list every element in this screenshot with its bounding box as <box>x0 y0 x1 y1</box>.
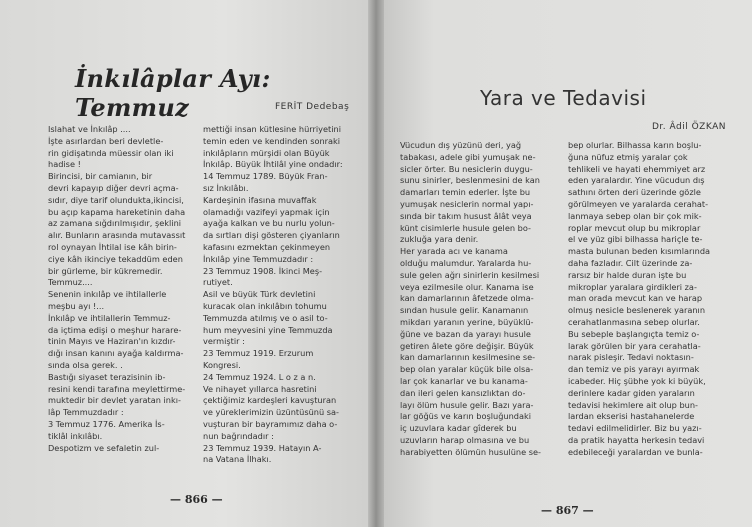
text-line: mikroplar yaralara girdikleri za- <box>568 281 697 292</box>
text-line: edebileceği yaralardan ve bunla- <box>568 446 703 457</box>
text-line: Islahat ve İnkılâp .... <box>48 124 131 134</box>
text-line: Temmuzda atılmış ve o asil to- <box>203 312 328 323</box>
text-line: narak pisleşir. Tedavi noktasın- <box>568 352 694 363</box>
text-line: lanmaya sebep olan bir çok mik- <box>568 210 702 221</box>
text-line: cerahatlanmasına sebep olurlar. <box>568 316 700 327</box>
right-page <box>378 0 752 527</box>
text-line: vuşturan bir bayramımız daha o- <box>203 418 338 429</box>
text-line: Despotizm ve sefaletin zul- <box>48 442 160 453</box>
text-line: mikdarı yaranın yerine, büyüklü- <box>400 316 534 327</box>
text-line: sıdır, diye tarif olundukta,ikincisi, <box>48 194 184 205</box>
text-line: layı ölüm husule gelir. Bazı yara- <box>400 399 534 410</box>
text-line: İnkılâp yine Temmuzdadır : <box>203 253 314 264</box>
text-line: sından husule gelir. Kanamanın <box>400 305 529 316</box>
text-line: Birincisi, bir camianın, bir <box>48 171 153 182</box>
text-line: da içtima edişi o meşhur harare- <box>48 324 182 335</box>
text-line: zukluğa yara denir. <box>400 234 479 245</box>
text-line: eden yaralardır. Yine vücudun dış <box>568 175 705 186</box>
text-line: resini kendi tarafına meylettirme- <box>48 383 186 394</box>
text-line: sız İnkılâbı. <box>203 182 249 193</box>
text-line: uzuvların harap olmasına ve bu <box>400 434 530 445</box>
text-line: 24 Temmuz 1924. L o z a n. <box>203 371 316 382</box>
text-line: az zamana sığdırılmışıdır, şeklini <box>48 218 182 229</box>
text-line: getiren âlete göre değişir. Büyük <box>400 340 534 351</box>
text-line: man orada mevcut kan ve harap <box>568 293 703 304</box>
text-line: sathını örten deri üzerinde gözle <box>568 187 701 198</box>
text-line: meşbu ayı !... <box>48 300 105 311</box>
text-column <box>400 140 550 459</box>
text-line: olamadığı vazifeyi yapmak için <box>203 206 330 217</box>
page-number: — 866 — <box>170 493 223 506</box>
text-line: kan damarlarının âfetzede olma- <box>400 293 534 304</box>
text-line: yumuşak nesiclerin normal yapı- <box>400 198 534 209</box>
text-line: Senenin inkılâp ve ihtilallerle <box>48 289 167 300</box>
text-line: sında olsa gerek. . <box>48 359 123 370</box>
text-line: vermiştir : <box>203 336 245 347</box>
text-line: lar çok kanarlar ve bu kanama- <box>400 375 528 386</box>
text-line: masta bulunan beden kısımlarında <box>568 246 711 257</box>
text-line: el ve yüz gibi bilhassa hariçle te- <box>568 234 703 245</box>
text-line: İnkılâp. Büyük İhtilâl yine ondadır: <box>203 159 343 170</box>
text-line: sule gelen ağrı sinirlerin kesilmesi <box>400 269 540 280</box>
text-line: 23 Temmuz 1939. Hatayın A- <box>203 442 322 453</box>
text-line: muktedir bir devlet yaratan inkı- <box>48 395 181 406</box>
text-line: 14 Temmuz 1789. Büyük Fran- <box>203 171 328 182</box>
text-line: lâp Temmuzdadır : <box>48 407 124 418</box>
text-line: harabiyetten ölümün husulüne se- <box>400 446 542 457</box>
text-line: Vücudun dış yüzünü deri, yağ <box>400 140 522 150</box>
text-line: 23 Temmuz 1908. İkinci Meş- <box>203 265 323 276</box>
text-line: ğüne ve bazan da yarayı husule <box>400 328 531 339</box>
text-line: bir gürleme, bir kükremedir. <box>48 265 163 276</box>
text-line: Kardeşinin ifasına muvaffak <box>203 194 317 205</box>
page-number: — 867 — <box>541 504 594 517</box>
text-line: temin eden ve kendinden sonraki <box>203 135 341 146</box>
text-line: rarsız bir halde duran işte bu <box>568 269 687 280</box>
text-line: bu açıp kapama hareketinin daha <box>48 206 186 217</box>
text-line: dan temiz ve pis yarayı ayırmak <box>568 364 700 375</box>
text-line: görülmeyen ve yaralarda cerahat- <box>568 198 709 209</box>
text-line: Asil ve büyük Türk devletini <box>203 289 316 300</box>
text-line: alır. Bunların arasında mutavassıt <box>48 230 186 241</box>
text-line: veya ezilmesile olur. Kanama ise <box>400 281 534 292</box>
text-line: tabakası, adele gibi yumuşak ne- <box>400 151 536 162</box>
text-line: sicler örter. Bu nesiclerin duygu- <box>400 163 533 174</box>
book-gutter <box>368 0 384 527</box>
text-line: ciye kâh ikinciye tekaddüm eden <box>48 253 183 264</box>
text-line: olduğu malumdur. Yaralarda hu- <box>400 257 532 268</box>
text-line: hum meyvesini yine Temmuzda <box>203 324 333 335</box>
text-line: tedavisi hekimlere ait olup bun- <box>568 399 698 410</box>
text-line: sında bir takım husust âlât veya <box>400 210 532 221</box>
text-line: na Vatana İlhakı. <box>203 454 272 465</box>
text-line: İnkılâp ve ihtilallerin Temmuz- <box>48 312 171 323</box>
text-line: daha fazladır. Cilt üzerinde za- <box>568 257 693 268</box>
text-line: Her yarada acı ve kanama <box>400 246 508 257</box>
text-line: kuracak olan inkılâbın tohumu <box>203 300 327 311</box>
text-line: kan damarlarının kesilmesine se- <box>400 352 536 363</box>
text-line: roplar mevcut olup bu mikroplar <box>568 222 701 233</box>
text-line: rutiyet. <box>203 277 233 288</box>
text-line: 23 Temmuz 1919. Erzurum <box>203 348 314 359</box>
text-line: künt cisimlerle husule gelen bo- <box>400 222 531 233</box>
text-line: mettiği insan kütlesine hürriyetini <box>203 124 341 134</box>
text-line: icabeder. Hiç şübhe yok ki büyük, <box>568 375 706 386</box>
text-line: ğuna nüfuz etmiş yaralar çok <box>568 151 688 162</box>
text-line: rin gidişatında müessir olan iki <box>48 147 174 158</box>
text-line: ve yüreklerimizin üzüntüsünü sa- <box>203 407 339 418</box>
text-line: Temmuz.... <box>48 277 93 288</box>
text-line: tehlikeli ve hayati ehemmiyet arz <box>568 163 706 174</box>
text-line: nun bağrındadır : <box>203 430 274 441</box>
article-title: Yara ve Tedavisi <box>480 86 647 110</box>
text-line: tedavi edilmelidirler. Biz bu yazı- <box>568 423 702 434</box>
text-line: Kongresi. <box>203 359 241 370</box>
text-line: kafasını ezmektan çekinmeyen <box>203 241 331 252</box>
text-line: Ve nihayet yıllarca hasretini <box>203 383 317 394</box>
text-line: çektiğimiz kardeşleri kavuşturan <box>203 395 337 406</box>
text-line: larak görülen bir yara cerahatla- <box>568 340 701 351</box>
text-line: 3 Temmuz 1776. Amerika İs- <box>48 418 165 429</box>
text-line: inkılâpların mürşidi olan Büyük <box>203 147 330 158</box>
article-author: FERİT Dedebaş <box>275 102 350 112</box>
text-line: sunu sinirler, beslenmesini de kan <box>400 175 540 186</box>
text-line: da pratik hayatta herkesin tedavi <box>568 434 705 445</box>
text-column <box>48 124 192 454</box>
text-line: damarları temin ederler. İşte bu <box>400 187 531 198</box>
text-line: ayağa kalkan ve bu nurlu yolun- <box>203 218 335 229</box>
text-line: bep olurlar. Bilhassa karın boşlu- <box>568 140 702 150</box>
article-author: Dr. Âdil ÖZKAN <box>652 122 726 132</box>
text-line: tiklâl inkılâbı. <box>48 430 103 441</box>
text-line: iç uzuvlara kadar gîderek bu <box>400 423 517 434</box>
text-line: rol oynayan İhtilal ise kâh birin- <box>48 241 177 252</box>
text-column <box>568 140 733 459</box>
text-line: derinlere kadar giden yaraların <box>568 387 695 398</box>
text-line: lardan ekserisi hastahanelerde <box>568 411 695 422</box>
text-line: dığı insan kanını ayağa kaldırma- <box>48 348 184 359</box>
text-line: hadise ! <box>48 159 81 170</box>
text-column <box>203 124 361 466</box>
left-page <box>0 0 374 527</box>
text-line: Bastığı siyaset terazisinin ib- <box>48 371 166 382</box>
text-line: olmuş nesicle beslenerek yaranın <box>568 305 706 316</box>
text-line: bep olan yaralar küçük bile olsa- <box>400 364 534 375</box>
article-title: İnkılâplar Ayı: Temmuz <box>75 64 271 122</box>
text-line: devri kapayıp diğer devri açma- <box>48 182 179 193</box>
text-line: lar göğüs ve karın boşluğundaki <box>400 411 531 422</box>
text-line: İşte asırlardan beri devletle- <box>48 135 164 146</box>
text-line: tinin Mayıs ve Haziran'ın kızdır- <box>48 336 176 347</box>
text-line: Bu sebeple başlangıçta temiz o- <box>568 328 700 339</box>
text-line: dan ileri gelen kansızlıktan do- <box>400 387 526 398</box>
text-line: da sırtları dişi gösteren çiyanların <box>203 230 340 241</box>
